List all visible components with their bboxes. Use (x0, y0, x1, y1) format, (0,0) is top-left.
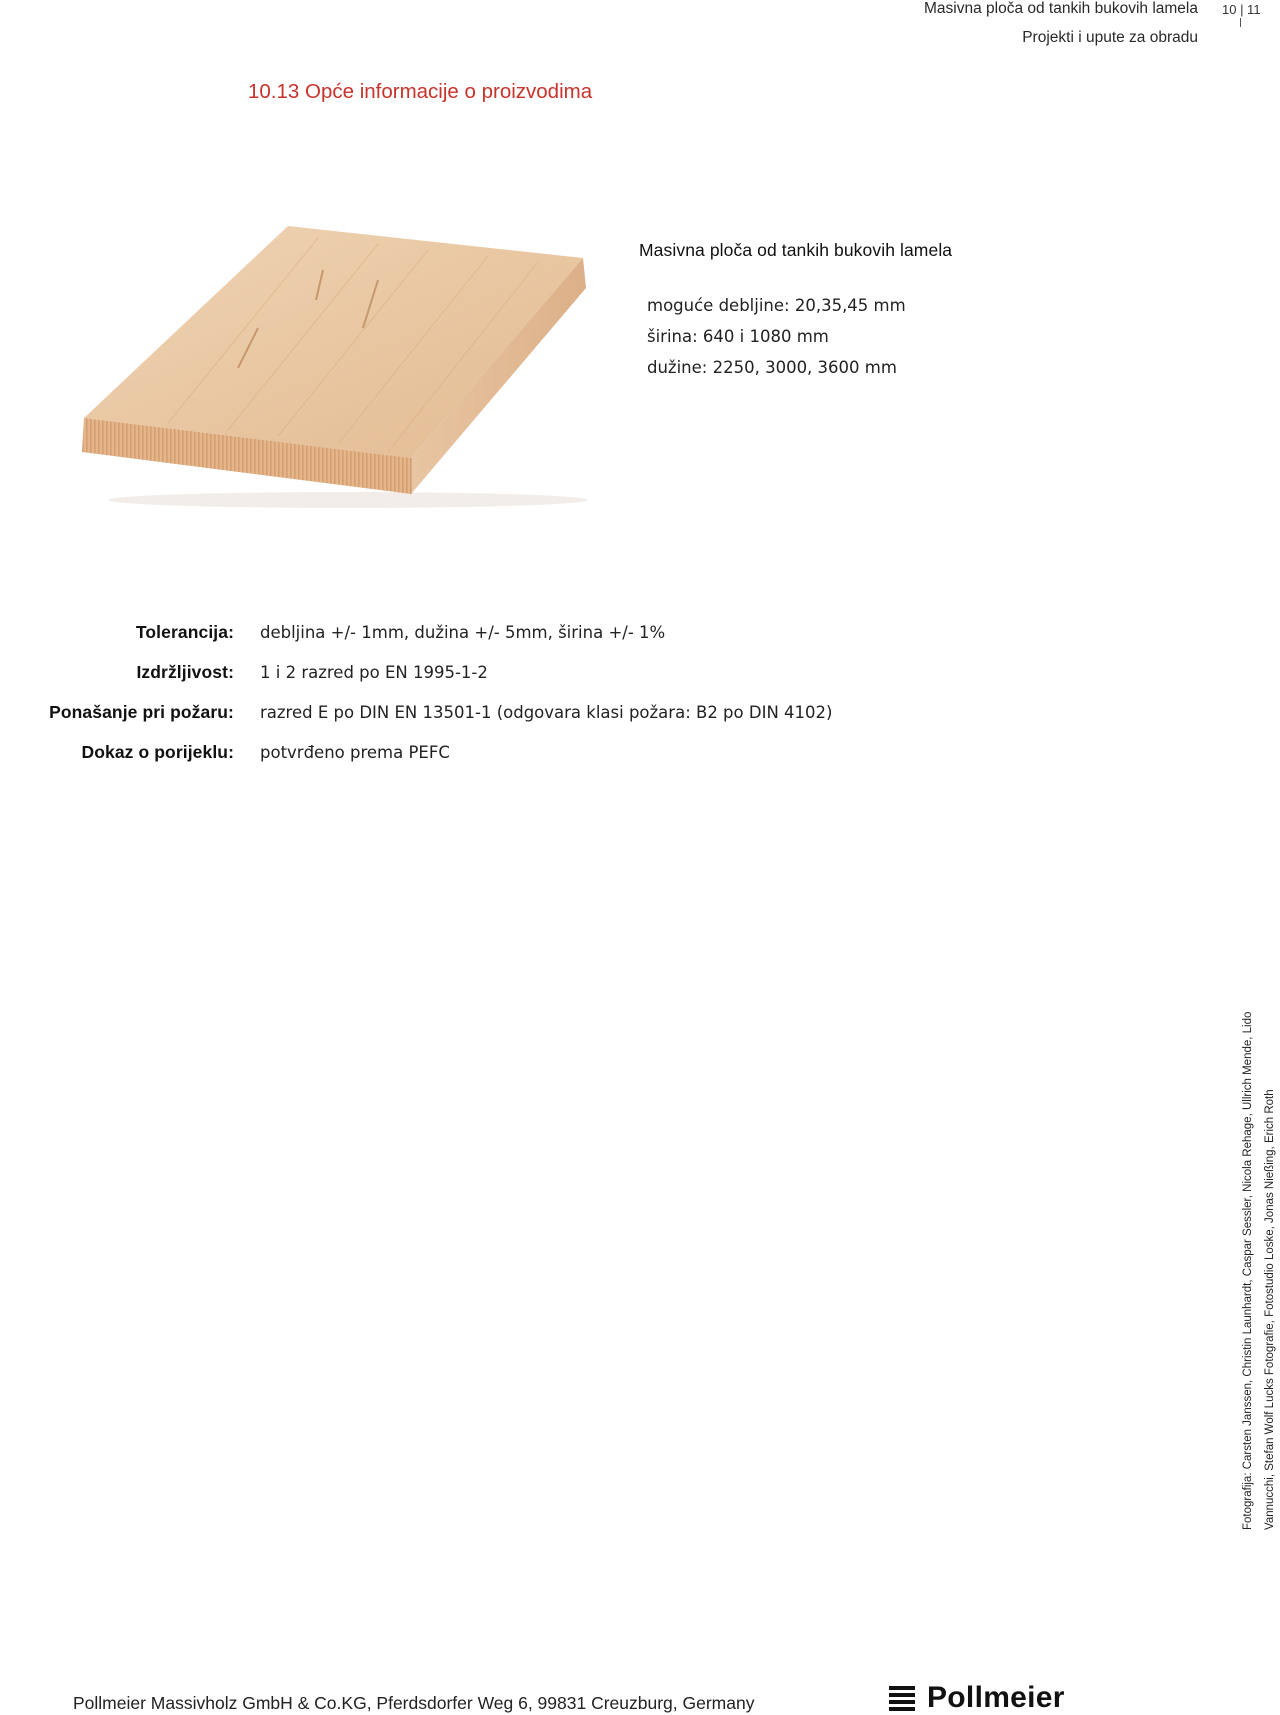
header-document-title: Masivna ploča od tankih bukovih lamela (924, 0, 1198, 17)
property-label: Ponašanje pri požaru: (49, 701, 234, 722)
property-label: Dokaz o porijeklu: (81, 741, 234, 762)
board-shadow (108, 492, 588, 508)
property-row-origin (0, 732, 900, 772)
pollmeier-logo (889, 1681, 1065, 1715)
footer-address: Pollmeier Massivholz GmbH & Co.KG, Pferdsdorfer Weg 6, 99831 Creuzburg, Germany (73, 1693, 755, 1713)
property-label: Tolerancija: (135, 621, 234, 642)
property-value: razred E po DIN EN 13501-1 (odgovara klasi požara: B2 po DIN 4102) (260, 702, 833, 722)
property-row-tolerance (0, 612, 900, 652)
section-title: 10.13 Opće informacije o proizvodima (248, 80, 593, 103)
product-spec-thickness: moguće debljine: 20,35,45 mm (647, 296, 906, 315)
property-value: 1 i 2 razred po EN 1995-1-2 (260, 662, 488, 682)
photo-credits-line-1: Fotografija: Carsten Janssen, Christin Launhardt, Caspar Sessler, Nicola Rehage, Ullrich Mende, Lido (1242, 1011, 1254, 1530)
beech-board-image (78, 218, 598, 508)
logo-lines-icon (889, 1685, 915, 1711)
page-marker (1240, 18, 1241, 27)
property-label: Izdržljivost: (136, 661, 234, 682)
property-value: potvrđeno prema PEFC (260, 742, 450, 762)
product-spec-length: dužine: 2250, 3000, 3600 mm (647, 358, 897, 377)
properties-table (0, 612, 900, 772)
product-title: Masivna ploča od tankih bukovih lamela (639, 240, 953, 260)
logo-wordmark: Pollmeier (927, 1681, 1065, 1714)
header-document-subtitle: Projekti i upute za obradu (1022, 29, 1198, 46)
page-numbers: 10 | 11 (1222, 2, 1261, 17)
product-spec-width: širina: 640 i 1080 mm (647, 327, 829, 346)
photo-credits-line-2: Vannucchi, Stefan Wolf Lucks Fotografie, Fotostudio Loske, Jonas Nießing, Erich Roth (1264, 1089, 1276, 1530)
property-row-durability (0, 652, 900, 692)
property-row-fire-behaviour (0, 692, 900, 732)
board-top-face (84, 226, 583, 458)
property-value: debljina +/- 1mm, dužina +/- 5mm, širina +/- 1% (260, 622, 666, 642)
photo-credits (1237, 930, 1280, 1530)
